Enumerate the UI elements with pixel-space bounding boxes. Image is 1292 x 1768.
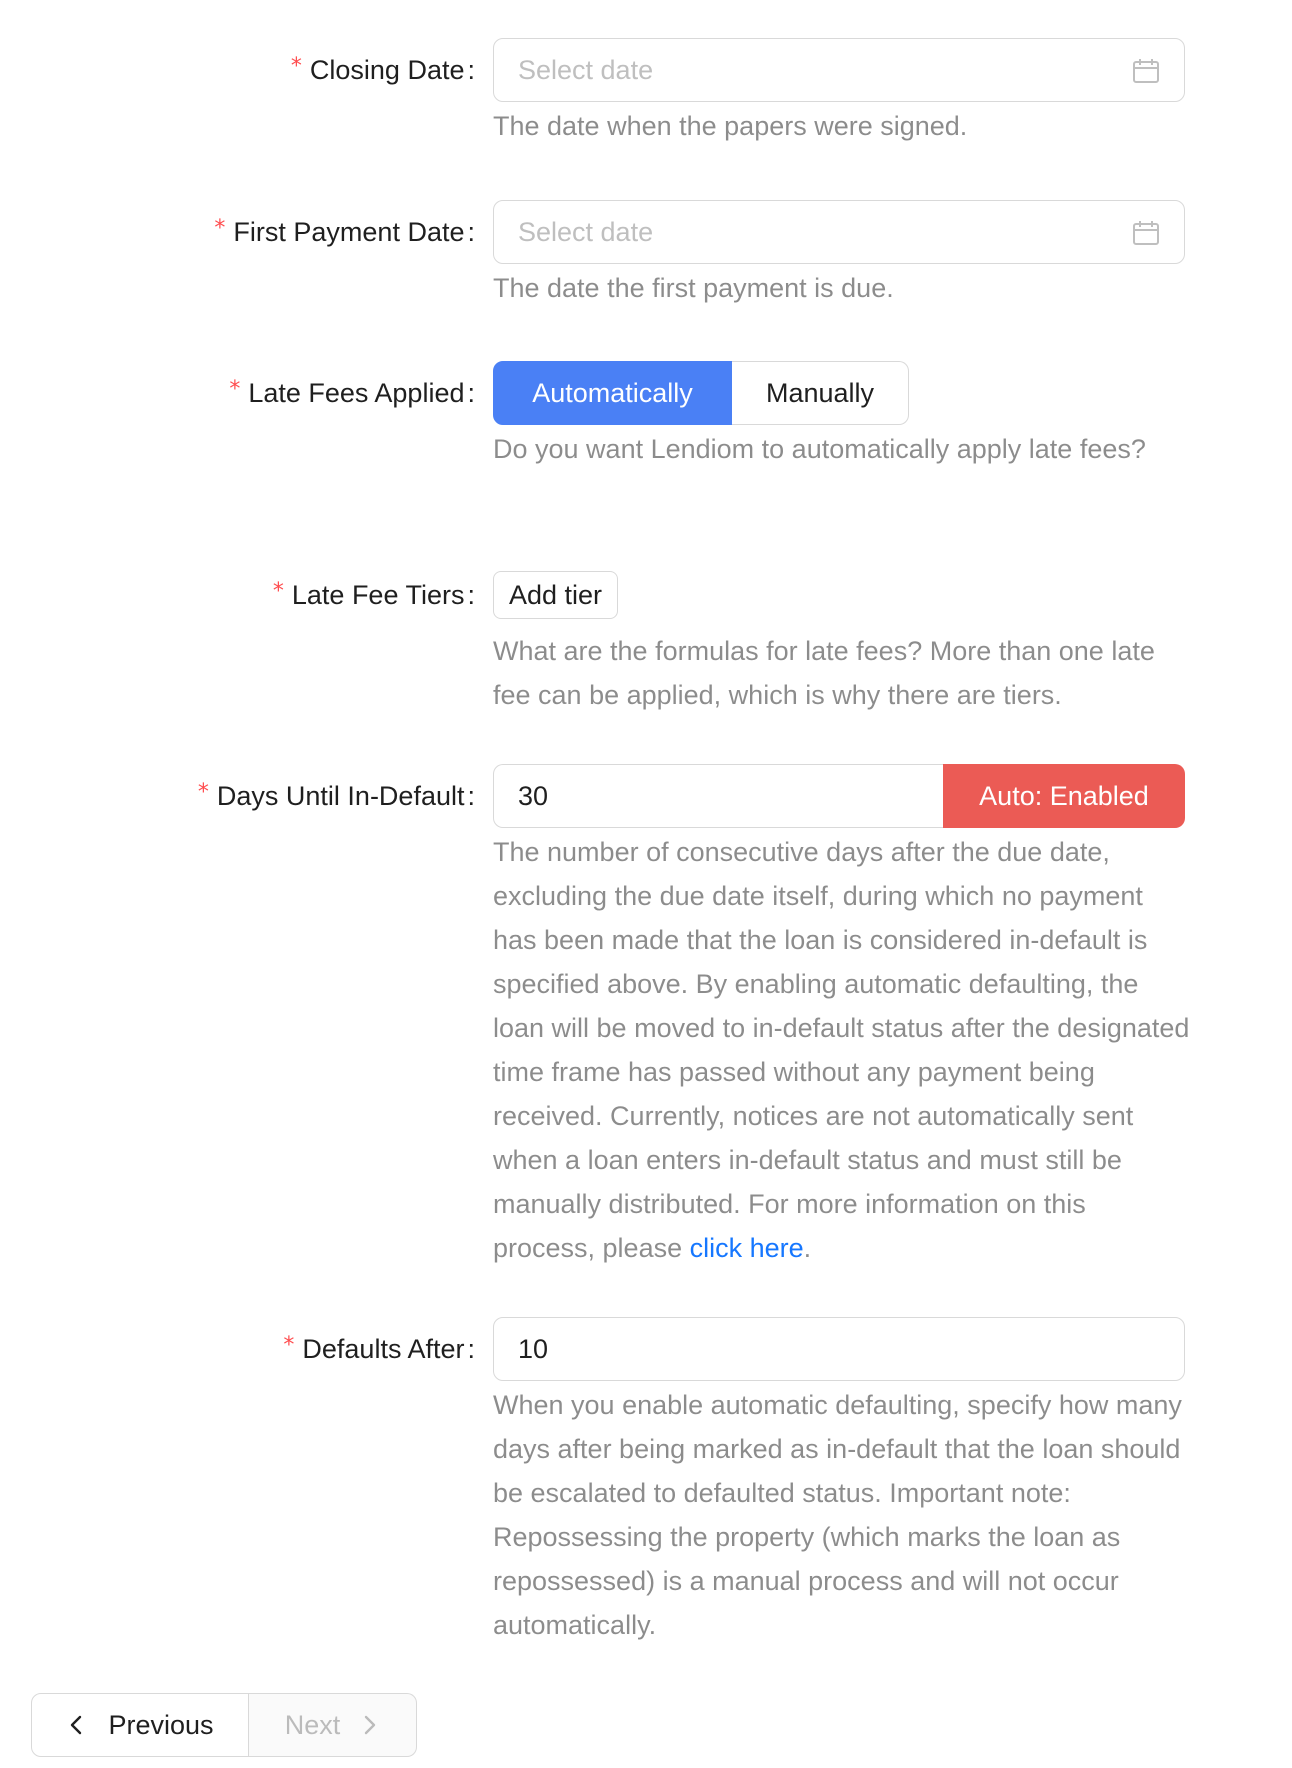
option-manually[interactable]: Manually (732, 361, 909, 425)
late-fees-applied-help: Do you want Lendiom to automatically apply late fees? (493, 434, 1146, 464)
option-automatically[interactable]: Automatically (493, 361, 732, 425)
required-mark: * (283, 1333, 295, 1358)
auto-default-toggle-button[interactable]: Auto: Enabled (943, 764, 1185, 828)
first-payment-date-label: * First Payment Date : (214, 216, 475, 247)
late-fees-applied-label: * Late Fees Applied : (229, 377, 475, 408)
chevron-right-icon (358, 1714, 380, 1736)
closing-date-input[interactable] (493, 38, 1185, 102)
days-until-in-default-input-group (493, 764, 1185, 828)
required-mark: * (214, 216, 226, 241)
previous-button[interactable] (31, 1693, 249, 1757)
chevron-left-icon (66, 1714, 88, 1736)
first-payment-date-placeholder: Select date (518, 217, 654, 247)
help-period: . (803, 1233, 812, 1263)
add-tier-button[interactable]: Add tier (493, 571, 618, 619)
closing-date-placeholder: Select date (518, 55, 654, 85)
defaults-after-label: * Defaults After : (283, 1333, 475, 1364)
defaults-after-control (493, 1317, 1185, 1381)
late-fees-segmented (493, 361, 909, 425)
first-payment-date-picker[interactable] (493, 200, 1185, 264)
late-fees-applied-toggle (493, 361, 909, 425)
calendar-icon (1132, 57, 1160, 85)
next-button[interactable] (249, 1693, 417, 1757)
late-fee-tiers-help: What are the formulas for late fees? More than one late fee can be applied, which is why there are tiers. (493, 636, 1155, 710)
required-mark: * (290, 54, 302, 79)
next-label: Next (284, 1710, 341, 1740)
days-until-in-default-control (493, 764, 1185, 828)
days-until-in-default-help (493, 830, 1193, 1270)
calendar-icon (1132, 219, 1160, 247)
closing-date-picker[interactable] (493, 38, 1185, 102)
step-navigation (31, 1693, 417, 1757)
days-until-in-default-label: * Days Until In-Default : (197, 780, 475, 811)
days-until-in-default-help-text: The number of consecutive days after the due date, excluding the due date itself, during which no payment has been made that the loan is considered in-default is specified above. By enabling automatic defaulting, the loan will be moved to in-default status after the designated time frame has passed without any payment being received. Currently, notices are not automatically sent when a loan enters in-default status and must still be manually distributed. For more information on this process, please (493, 837, 1190, 1263)
defaults-after-input[interactable]: 10 (493, 1317, 1185, 1381)
days-until-in-default-input[interactable]: 30 (493, 764, 943, 828)
closing-date-label: * Closing Date : (290, 54, 475, 85)
defaults-after-help: When you enable automatic defaulting, specify how many days after being marked as in-default that the loan should be escalated to defaulted status. Important note: Repossessing the property (which marks the loan as repossessed) is a manual process and will not occur automatically. (493, 1390, 1182, 1640)
first-payment-date-help: The date the first payment is due. (493, 273, 894, 303)
late-fee-tiers-label: * Late Fee Tiers : (272, 579, 475, 610)
previous-label: Previous (108, 1710, 214, 1740)
closing-date-help: The date when the papers were signed. (493, 111, 968, 141)
required-mark: * (229, 377, 241, 402)
first-payment-date-input[interactable] (493, 200, 1185, 264)
click-here-link[interactable]: click here (689, 1233, 804, 1263)
required-mark: * (197, 780, 209, 805)
required-mark: * (272, 579, 284, 604)
